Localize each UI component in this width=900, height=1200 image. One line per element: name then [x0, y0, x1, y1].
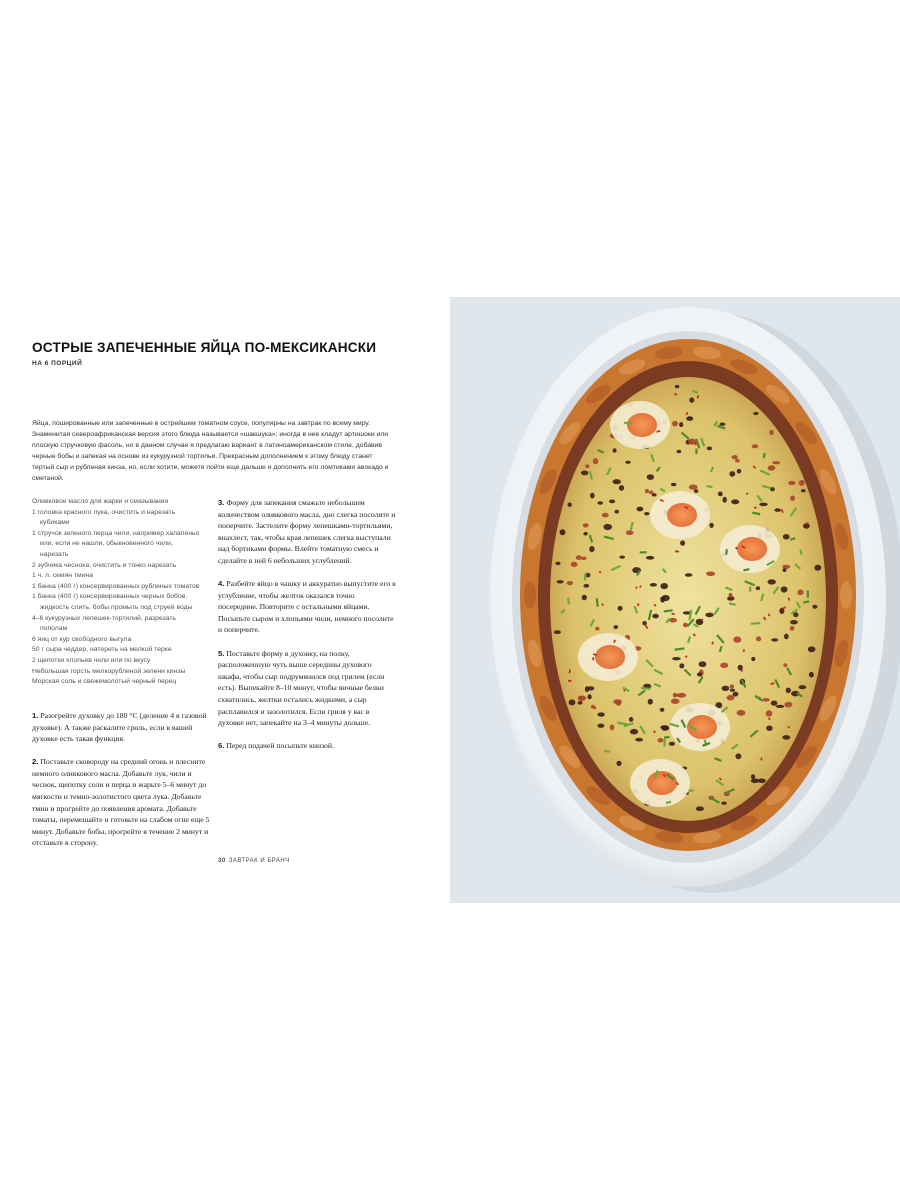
herb-leaf — [663, 739, 665, 747]
bean — [615, 510, 620, 514]
chili-flake — [760, 758, 762, 761]
bean — [685, 573, 693, 576]
bean — [730, 689, 735, 692]
bean — [809, 672, 814, 678]
method-column-left — [32, 710, 212, 861]
bean — [635, 738, 643, 742]
bean — [588, 694, 592, 699]
bean — [786, 688, 791, 694]
tomato-piece — [790, 626, 795, 631]
tomato-piece — [672, 421, 678, 426]
bean — [781, 586, 788, 592]
tomato-piece — [735, 459, 740, 463]
bean — [729, 471, 735, 477]
bean — [597, 724, 604, 728]
egg-yolk — [627, 413, 657, 437]
ingredient-item: 1 банка (400 г) консервированных черных бобов, жидкость слить, бобы промыть под струей воды — [32, 593, 193, 611]
tomato-piece — [688, 439, 696, 445]
tomato-piece — [567, 581, 573, 585]
herb-leaf — [807, 590, 809, 597]
bean — [590, 493, 595, 499]
egg-yolk — [647, 771, 677, 795]
tortilla-fold — [524, 581, 536, 609]
tomato-piece — [613, 699, 622, 704]
bean — [718, 492, 723, 497]
bean — [660, 725, 668, 729]
recipe-title: ОСТРЫЕ ЗАПЕЧЕННЫЕ ЯЙЦА ПО-МЕКСИКАНСКИ — [32, 340, 377, 355]
bean — [609, 500, 615, 504]
tortilla-fold — [840, 581, 852, 609]
tomato-piece — [768, 465, 776, 470]
bean — [644, 512, 649, 515]
bean — [560, 529, 566, 535]
chili-flake — [675, 550, 679, 552]
bean — [660, 708, 665, 712]
method-step — [218, 648, 396, 729]
step-text: Форму для запекания смажьте небольшим количеством оливкового масла, дно слегка посолите и поперчите. Застелите форму лепешками-тортильями, внахлест, так, чтобы края лепешек слегка выступали над бортиками формы. Влейте томатную смесь и сделайте в ней 6 небольших углублений. — [218, 498, 396, 565]
bean — [784, 634, 789, 640]
ingredient-item: 2 щепотки хлопьев чили или по вкусу — [32, 656, 151, 664]
ingredient-item: 6 яиц от кур свободного выгула — [32, 635, 132, 643]
tomato-piece — [733, 636, 741, 642]
ingredient-item: 2 зубчика чеснока, очистить и тонко нарезать — [32, 561, 177, 569]
bean — [737, 469, 742, 474]
bean — [696, 806, 704, 811]
bean — [731, 499, 739, 504]
bean — [554, 630, 561, 634]
step-number: 3. — [218, 498, 225, 507]
tomato-piece — [581, 557, 587, 560]
bean — [603, 524, 612, 530]
bean — [583, 584, 589, 588]
herb-leaf — [688, 790, 693, 792]
section-name: ЗАВТРАК И БРАНЧ — [228, 858, 290, 864]
tomato-piece — [720, 663, 728, 668]
bean — [630, 729, 638, 735]
bean — [719, 423, 725, 426]
tomato-piece — [585, 464, 589, 468]
bean — [677, 450, 682, 453]
bean — [707, 447, 712, 451]
bean — [625, 461, 630, 464]
bean — [758, 779, 766, 784]
bean — [555, 562, 560, 566]
bean — [776, 705, 785, 708]
method-step — [218, 578, 396, 636]
bean — [672, 657, 681, 660]
page-footer — [218, 858, 290, 864]
tomato-piece — [727, 695, 735, 701]
herb-leaf — [749, 587, 751, 592]
bean — [759, 503, 768, 507]
bean — [619, 556, 625, 559]
bean — [669, 742, 675, 746]
recipe-intro: Яйца, пошированные или запеченные в острейшем томатном соусе, популярны на завтрак по всему миру. Знаменитая североафриканская версия этого блюда называется «шакшука»; иногда в нее кладут артишоки или плоскую стручковую фасоль, но в данном случае я предлагаю вариант в латиноамериканском стиле, добавив черные бобы и запекая на основе из кукурузной тортильи. Прекрасным дополнением к этому блюду станет тертый сыр и рубленая кинза, но, если хотите, можете пойти еще дальше и дополнить его ломтиками авокадо и сметаной. — [32, 420, 389, 483]
method-step — [32, 710, 212, 745]
bean — [783, 568, 787, 572]
bean — [629, 717, 633, 722]
bean — [768, 579, 776, 584]
bean — [686, 416, 693, 421]
herb-leaf — [640, 551, 647, 553]
bean — [699, 661, 707, 667]
tomato-piece — [782, 565, 790, 569]
ingredient-item: 4–6 кукурузных лепешек-тортилий, разрезать пополам — [32, 614, 176, 633]
bean — [652, 614, 659, 619]
tomato-piece — [658, 738, 664, 743]
chili-flake — [637, 603, 639, 606]
bean — [751, 774, 755, 779]
egg-yolk — [595, 645, 625, 669]
bean — [613, 448, 617, 452]
step-text: Перед подачей посыпьте кинзой. — [226, 741, 334, 751]
bean — [790, 620, 798, 624]
bean — [557, 580, 564, 583]
bean — [679, 663, 684, 668]
bean — [774, 508, 781, 512]
bean — [660, 596, 665, 602]
bean — [801, 489, 806, 492]
chili-flake — [768, 614, 770, 616]
bean — [597, 501, 603, 505]
bean — [568, 503, 572, 507]
bean — [680, 540, 685, 545]
tomato-piece — [772, 461, 780, 464]
tomato-piece — [737, 710, 746, 716]
step-text: Разбейте яйцо в чашку и аккуратно выпустите его в углубление, чтобы желток оказался точно посередине. Повторите с остальными яйцами. Посыпьте сыром и хлопьями чили, немного посолите и поперчите. — [218, 579, 396, 635]
bean — [648, 699, 653, 705]
egg-yolk — [737, 537, 767, 561]
tomato-piece — [610, 724, 615, 730]
bean — [783, 534, 790, 540]
tomato-piece — [730, 684, 735, 688]
bean — [650, 583, 657, 587]
baked-eggs-dish-illustration — [450, 297, 900, 903]
bean — [578, 701, 583, 705]
tomato-piece — [752, 444, 759, 448]
tomato-piece — [784, 702, 792, 708]
bean — [812, 605, 817, 609]
ingredient-item: 1 ч. л. семян тмина — [32, 572, 94, 580]
tomato-piece — [649, 491, 654, 495]
bean — [581, 471, 588, 476]
tomato-piece — [799, 480, 805, 486]
bean — [709, 523, 713, 528]
recipe-servings: НА 6 ПОРЦИЙ — [32, 360, 83, 367]
egg-yolk — [667, 503, 697, 527]
chili-flake — [806, 522, 809, 524]
bean — [705, 613, 713, 618]
step-number: 6. — [218, 741, 225, 751]
bean — [697, 673, 702, 677]
step-text: Разогрейте духовку до 180 °С (деление 4 в газовой духовке). А также раскалите гриль, если в вашей духовке есть такая функция. — [32, 711, 207, 744]
method-step — [32, 756, 212, 849]
step-text: Поставьте форму в духовку, на полку, расположенную чуть выше середины духового шкафа, чтобы сыр подрумянился под грилем (если есть). Выпекайте 8–10 минут, чтобы яичные белки схватились, желтки остались жидкими, а сыр расплавился и зазолотился. Если гриля у вас в духовке нет, запекайте на 3–4 минуты дольше. — [218, 648, 385, 728]
bean — [619, 485, 624, 491]
step-number: 1. — [32, 711, 39, 720]
chili-flake — [592, 657, 594, 660]
page-number: 30 — [218, 858, 226, 864]
bean — [637, 507, 644, 512]
bean — [756, 586, 760, 590]
tomato-piece — [571, 562, 578, 567]
bean — [597, 712, 604, 716]
bean — [642, 621, 647, 625]
tomato-piece — [706, 572, 715, 577]
method-step — [218, 497, 396, 567]
chili-flake — [788, 726, 790, 728]
tomato-piece — [671, 699, 680, 704]
bean — [733, 692, 739, 697]
step-number: 4. — [218, 579, 225, 589]
herb-leaf — [624, 422, 633, 425]
bean — [679, 422, 683, 427]
ingredient-item: 1 головка красного лука, очистить и нарезать кубиками — [32, 508, 176, 527]
tomato-piece — [689, 485, 698, 490]
tomato-piece — [766, 710, 773, 716]
bean — [771, 701, 778, 706]
bean — [799, 685, 807, 689]
tomato-piece — [578, 696, 587, 701]
herb-leaf — [695, 449, 697, 454]
bean — [689, 397, 694, 402]
tomato-piece — [790, 496, 795, 501]
method-column-right — [218, 497, 396, 763]
chili-flake — [568, 680, 571, 682]
tomato-piece — [602, 513, 609, 518]
bean — [814, 565, 821, 571]
bean — [675, 385, 679, 388]
tomato-piece — [788, 481, 795, 485]
step-number: 2. — [32, 757, 39, 767]
bean — [585, 686, 589, 692]
method-step — [218, 740, 396, 752]
bean — [735, 753, 741, 759]
step-number: 5. — [218, 648, 225, 658]
bean — [582, 595, 587, 601]
bean — [723, 497, 727, 503]
bean — [614, 625, 619, 629]
bean — [646, 556, 654, 560]
tomato-piece — [729, 593, 733, 598]
bean — [782, 735, 790, 740]
bean — [771, 638, 778, 641]
ingredient-item: 1 стручок зеленого перца чили, например халапеньо или, если не нашли, обыкновенного чили, нарезать — [32, 529, 200, 558]
ingredients-list — [32, 497, 202, 688]
recipe-photo — [450, 297, 900, 903]
step-text: Поставьте сковороду на средний огонь и плесните немного оливкового масла. Добавьте лук, чили и чеснок, щепотку соли и перца и жарьте 5–6 минут до мягкости и темно-золотистого цвета лука. Добавьте тмин и прогрейте до появления аромата. Добавьте томаты, перемешайте и готовьте на слабом огне еще 5 минут. Добавьте бобы, прогрейте в течение 2 минут и отставьте в сторону. — [32, 757, 210, 848]
tomato-piece — [763, 698, 770, 702]
bean — [660, 583, 668, 589]
bean — [751, 657, 755, 661]
ingredient-item: Оливковое масло для жарки и смазывания — [32, 498, 169, 505]
tomato-piece — [797, 590, 803, 596]
ingredient-item: Морская соль и свежемолотый черный перец — [32, 678, 177, 686]
tomato-piece — [731, 455, 738, 459]
chili-flake — [754, 507, 757, 509]
bean — [618, 606, 623, 611]
bean — [613, 479, 621, 484]
bean — [652, 493, 657, 496]
ingredient-item: Небольшая горсть мелкорубленой зелени кинзы — [32, 667, 186, 675]
tomato-piece — [626, 530, 634, 535]
bean — [647, 474, 654, 480]
tomato-piece — [756, 636, 761, 641]
bean — [616, 761, 621, 766]
bean — [589, 546, 594, 552]
bean — [808, 646, 816, 652]
tomato-piece — [783, 663, 787, 667]
tomato-piece — [593, 458, 598, 464]
bean — [753, 412, 758, 415]
bean — [569, 699, 576, 705]
tomato-piece — [583, 523, 589, 527]
bean — [694, 489, 698, 493]
tomato-piece — [595, 627, 599, 631]
tomato-piece — [769, 430, 773, 435]
ingredient-item: 50 г сыра чеддер, натереть на мелкой терке — [32, 646, 172, 654]
bean — [671, 483, 677, 487]
bean — [722, 686, 730, 691]
tomato-piece — [645, 489, 649, 493]
ingredient-item: 1 банка (400 г) консервированных рубленых томатов — [32, 582, 200, 590]
chili-flake — [671, 613, 674, 615]
bean — [766, 726, 773, 731]
bean — [583, 532, 587, 535]
bean — [721, 802, 726, 805]
